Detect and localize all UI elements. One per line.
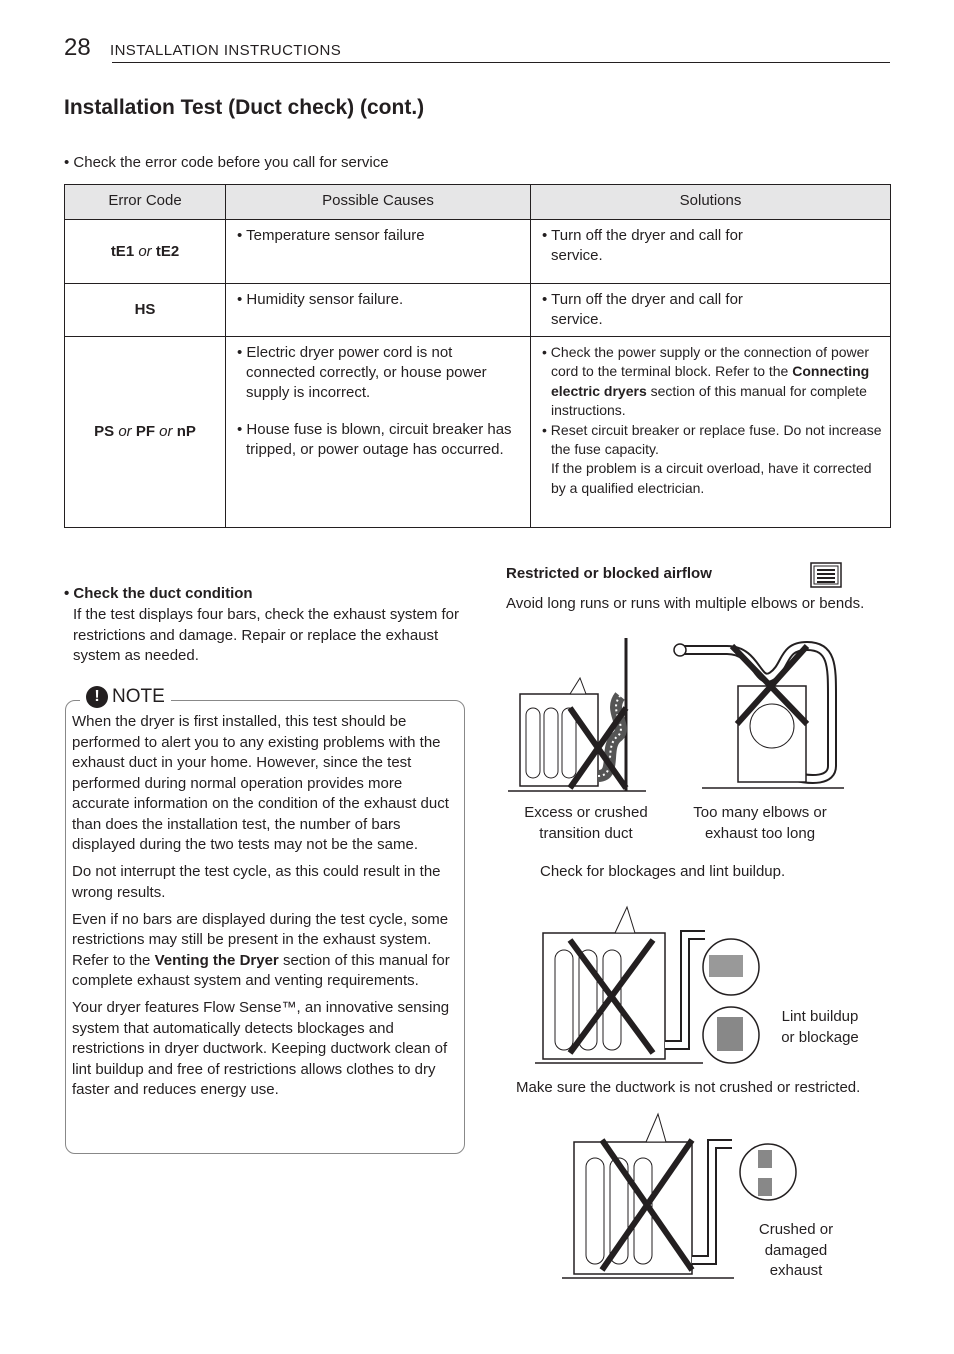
col-header-solutions: Solutions — [531, 185, 891, 220]
solution-item: • Reset circuit breaker or replace fuse. Do not increase the fuse capacity. — [542, 421, 882, 458]
restricted-text: Avoid long runs or runs with multiple elbows or bends. — [506, 595, 865, 612]
code-pf: PF — [135, 423, 155, 440]
make-sure-text: Make sure the ductwork is not crushed or restricted. — [516, 1079, 861, 1096]
col-header-causes: Possible Causes — [226, 185, 531, 220]
page-number: 28 — [64, 34, 91, 61]
code-or: or — [118, 423, 132, 440]
solutions-cell — [531, 220, 891, 284]
code-or: or — [138, 242, 152, 260]
restricted-heading: Restricted or blocked airflow — [506, 565, 712, 582]
crushed-transition-duct-figure — [508, 636, 648, 796]
note-ref-bold: Venting the Dryer — [154, 951, 279, 969]
lint-buildup-figure — [535, 905, 765, 1067]
cause-item: • House fuse is blown, circuit breaker has tripped, or power outage has occurred. — [237, 421, 512, 458]
code-np: nP — [176, 423, 196, 440]
caption-lint-buildup — [770, 1007, 870, 1048]
note-paragraph — [72, 910, 457, 992]
caption-line: Excess or crushed — [524, 804, 648, 821]
caption-line: exhaust too long — [704, 824, 816, 842]
cause-item: • Temperature sensor failure — [237, 227, 425, 244]
caption-line: damaged — [764, 1241, 828, 1259]
error-code-cell — [65, 284, 226, 337]
duct-condition-heading: • Check the duct condition — [64, 585, 253, 602]
caption-line: Crushed or — [758, 1221, 834, 1238]
solution-item: • Turn off the dryer and call for service. — [542, 291, 743, 328]
bars-display-icon — [810, 562, 842, 588]
note-label-text: NOTE — [112, 686, 165, 707]
note-text: Even if no bars are displayed during the test cycle, some restrictions may still be present in the exhaust system. Refer to the — [72, 910, 449, 969]
solution-item: If the problem is a circuit overload, have it corrected by a qualified electrician. — [551, 460, 872, 496]
error-code-cell — [65, 337, 226, 528]
col-header-error-code: Error Code — [65, 185, 226, 220]
caption-line: Too many elbows or — [693, 804, 827, 821]
solution-text: section of this manual for complete instructions. — [551, 382, 867, 419]
code-ps: PS — [94, 423, 115, 440]
section-label: INSTALLATION INSTRUCTIONS — [110, 42, 342, 59]
solutions-cell — [531, 284, 891, 337]
table-intro: • Check the error code before you call for service — [64, 154, 389, 171]
note-body — [72, 712, 457, 1107]
exclamation-icon: ! — [86, 686, 108, 708]
code-te1: tE1 — [110, 242, 135, 260]
solutions-cell — [531, 337, 891, 528]
code-te2: tE2 — [155, 242, 180, 260]
caption-line: Lint buildup — [781, 1008, 859, 1025]
table-row — [65, 220, 891, 284]
table-row — [65, 337, 891, 528]
caption-line: or blockage — [781, 1028, 859, 1046]
note-label — [80, 686, 171, 708]
error-code-table — [64, 184, 891, 528]
solution-ref-bold: Connecting electric dryers — [551, 363, 870, 399]
causes-cell — [226, 337, 531, 528]
duct-condition-text: If the test displays four bars, check the exhaust system for restrictions and damage. Repair or replace the exhaust system as needed. — [73, 606, 460, 664]
note-text: section of this manual for complete exhaust system and venting requirements. — [72, 951, 450, 989]
solution-text: • Check the power supply or the connection of power cord to the terminal block. Refer to the — [542, 344, 870, 380]
table-row — [65, 284, 891, 337]
causes-cell — [226, 220, 531, 284]
table-header-row — [65, 185, 891, 220]
too-many-elbows-figure — [672, 636, 848, 796]
error-code-cell — [65, 220, 226, 284]
caption-too-many-elbows — [680, 803, 840, 844]
cause-item: • Humidity sensor failure. — [237, 291, 404, 308]
header-rule — [112, 62, 890, 63]
cause-item: • Electric dryer power cord is not connected correctly, or house power supply is incorrect. — [237, 344, 487, 401]
page-title: Installation Test (Duct check) (cont.) — [64, 96, 425, 119]
caption-crushed-exhaust — [750, 1220, 842, 1282]
solution-item — [539, 343, 882, 421]
code-hs: HS — [134, 301, 156, 318]
caption-line: exhaust — [769, 1262, 823, 1279]
caption-crushed-transition — [516, 803, 656, 844]
note-paragraph: Do not interrupt the test cycle, as this could result in the wrong results. — [72, 863, 441, 901]
note-paragraph: Your dryer features Flow Sense™, an innovative sensing system that automatically detects blockages and restrictions in dryer ductwork. Keeping ductwork clean of lint buildup and free of restrictions allows clothes to dry faster and reduces energy use. — [72, 999, 450, 1098]
caption-line: transition duct — [539, 824, 633, 842]
check-blockages-text: Check for blockages and lint buildup. — [540, 863, 786, 880]
note-paragraph: When the dryer is first installed, this test should be performed to alert you to any existing problems with the exhaust duct in your home. However, since the test performed during normal operation provides more accurate information on the condition of the exhaust duct than does the installation test, the number of bars displayed during the two tests may not be the same. — [72, 713, 449, 853]
solution-item: • Turn off the dryer and call for service. — [542, 227, 743, 264]
code-or: or — [159, 423, 173, 440]
causes-cell — [226, 284, 531, 337]
